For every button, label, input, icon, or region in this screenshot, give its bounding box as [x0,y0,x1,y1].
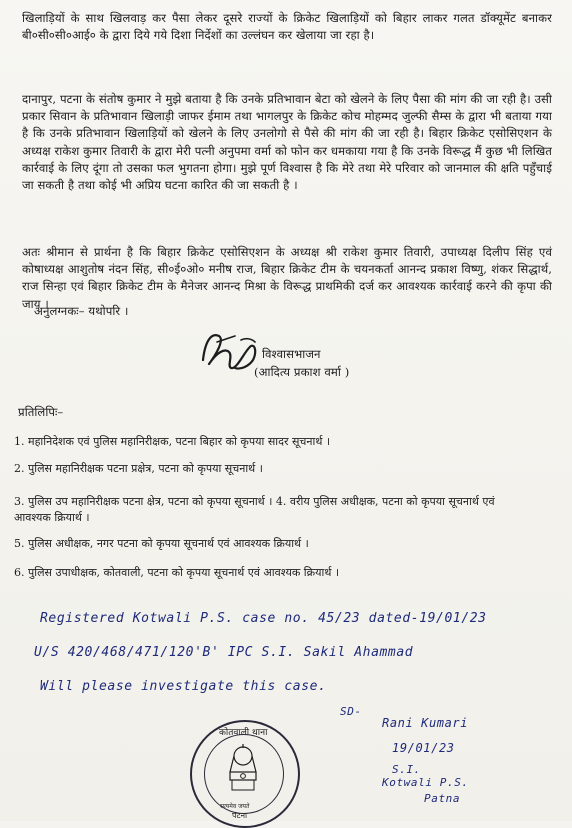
national-emblem-icon [216,742,270,802]
copy-item: 6. पुलिस उपाधीक्षक, कोतवाली, पटना को कृपया सूचनार्थ एवं आवश्यक क्रियार्थ । [14,566,340,579]
copy-item: 2. पुलिस महानिरीक्षक पटना प्रक्षेत्र, पटना को कृपया सूचनार्थ । [14,462,263,475]
enclosure-note: अनुलग्नकः– यथोपरि । [34,304,129,318]
copies-title: प्रतिलिपिः– [18,405,64,419]
officer-place: Patna [424,792,461,805]
endorsement-line-1: Registered Kotwali P.S. case no. 45/23 dated-19/01/23 [40,611,487,626]
letter-paragraph-1: खिलाड़ियों के साथ खिलवाड़ कर पैसा लेकर दूसरे राज्यों के क्रिकेट खिलाड़ियों को बिहार लाकर गलत डॉक्यूमेंट बनाकर बी०सी०सी०आई० के द्वारा दिये गये दिशा निर्देशों का उल्लंघन कर खेलाया जा रहा है। [22,11,552,43]
officer-designation: S.I. [392,763,421,776]
endorsement-line-3: Will please investigate this case. [40,679,327,694]
sender-name: (आदित्य प्रकाश वर्मा ) [254,365,350,379]
copy-item: 5. पुलिस अधीक्षक, नगर पटना को कृपया सूचनार्थ एवं आवश्यक क्रियार्थ । [14,537,309,550]
stamp-label: कोतवाली थाना [219,728,268,738]
police-station-stamp [190,720,300,828]
endorsement-sd: SD- [340,705,362,718]
copy-item: 1. महानिदेशक एवं पुलिस महानिरीक्षक, पटना बिहार को कृपया सादर सूचनार्थ । [14,435,331,448]
letter-paragraph-3: अतः श्रीमान से प्रार्थना है कि बिहार क्रिकेट एसोसिएशन के अध्यक्ष श्री राकेश कुमार तिवारी, उपाध्यक्ष दिलीप सिंह एवं कोषाध्यक्ष आशुतोष नंदन सिंह, सी०ई०ओ० मनीष राज, बिहार क्रिकेट टीम के चयनकर्ता आनन्द प्रकाश विष्णु, शंकर सिद्धार्थ, राज सिन्हा एवं बिहार क्रिकेट टीम के मैनेजर आनन्द मिश्रा के विरूद्ध प्राथमिकी दर्ज कर आवश्यक कार्रवाई करने की कृपा की जाय । [22,245,552,311]
letter-paragraph-2: दानापुर, पटना के संतोष कुमार ने मुझे बताया है कि उनके प्रतिभावान बेटा को खेलने के लिए पैसा की मांग की जा रही है। उसी प्रकार सिवान के प्रतिभावान खिलाड़ी जाफर ईमाम तथा भागलपुर के क्रिकेट कोच मोहम्मद जुल्फी सैम्स के द्वारा भी बताया गया है कि उनके प्रतिभावान खिलाड़ियों को खेलने के लिए उनलोगो से पैसे की मांग की जा रही है। बिहार क्रिकेट एसोसिएशन के अध्यक्ष राकेश कुमार तिवारी के द्वारा मेरी पत्नी अनुपमा वर्मा को फोन कर धमकाया गया है कि उनके विरूद्ध मैं कुछ भी लिखित कार्रवाई के लिए दूंगा तो उसका फल भुगतना होगा। मुझे पूर्ण विश्वास है कि मेरे तथा मेरे परिवार को जानमाल की क्षति पहुँचाई जा सकती है तथा कोई भी अप्रिय घटना कारित की जा सकती है । [22,92,552,193]
copy-item: 3. पुलिस उप महानिरीक्षक पटना क्षेत्र, पटना को कृपया सूचनार्थ । 4. वरीय पुलिस अधीक्षक, पटना को कृपया सूचनार्थ एवं आवश्यक क्रियार्थ । [14,495,495,524]
emblem-caption: सत्यमेव जयते [220,803,250,810]
endorsement-line-2: U/S 420/468/471/120'B' IPC S.I. Sakil Ahammad [34,645,414,660]
stamp-bottom: पटना [232,811,248,820]
officer-name: Rani Kumari [382,716,469,730]
officer-date: 19/01/23 [392,741,455,755]
signoff: विश्वासभाजन [262,347,321,361]
officer-office: Kotwali P.S. [382,776,469,789]
